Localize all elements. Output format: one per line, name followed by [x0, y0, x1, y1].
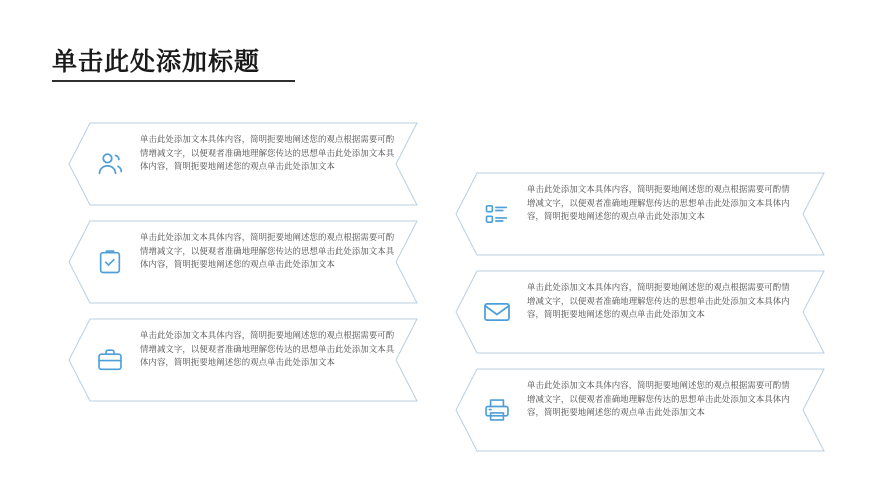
content-row-right-1[interactable] — [455, 172, 825, 256]
content-row-left-2[interactable] — [68, 220, 418, 304]
content-row-left-1[interactable] — [68, 122, 418, 206]
row-text: 单击此处添加文本具体内容，简明扼要地阐述您的观点根据需要可酌情增减文字，以便观者准确地理解您传达的思想单击此处添加文本具体内容，简明扼要地阐述您的观点单击此处添加文本 — [140, 232, 395, 270]
user-icon — [90, 144, 130, 184]
envelope-icon — [477, 292, 517, 332]
row-text: 单击此处添加文本具体内容，简明扼要地阐述您的观点根据需要可酌情增减文字，以便观者准确地理解您传达的思想单击此处添加文本具体内容，简明扼要地阐述您的观点单击此处添加文本 — [140, 330, 395, 368]
printer-icon — [477, 390, 517, 430]
content-row-right-2[interactable] — [455, 270, 825, 354]
row-text: 单击此处添加文本具体内容，简明扼要地阐述您的观点根据需要可酌情增减文字，以便观者准确地理解您传达的思想单击此处添加文本具体内容，简明扼要地阐述您的观点单击此处添加文本 — [527, 380, 790, 418]
row-text: 单击此处添加文本具体内容，简明扼要地阐述您的观点根据需要可酌情增减文字，以便观者准确地理解您传达的思想单击此处添加文本具体内容，简明扼要地阐述您的观点单击此处添加文本 — [527, 184, 790, 222]
page-title: 单击此处添加标题 — [52, 48, 261, 76]
list-icon — [477, 194, 517, 234]
title-underline — [52, 80, 295, 82]
content-row-right-3[interactable] — [455, 368, 825, 452]
row-text: 单击此处添加文本具体内容，简明扼要地阐述您的观点根据需要可酌情增减文字，以便观者准确地理解您传达的思想单击此处添加文本具体内容，简明扼要地阐述您的观点单击此处添加文本 — [527, 282, 790, 320]
content-row-left-3[interactable] — [68, 318, 418, 402]
row-text: 单击此处添加文本具体内容，简明扼要地阐述您的观点根据需要可酌情增减文字，以便观者准确地理解您传达的思想单击此处添加文本具体内容，简明扼要地阐述您的观点单击此处添加文本 — [140, 134, 395, 172]
briefcase-icon — [90, 340, 130, 380]
clipboard-check-icon — [90, 242, 130, 282]
